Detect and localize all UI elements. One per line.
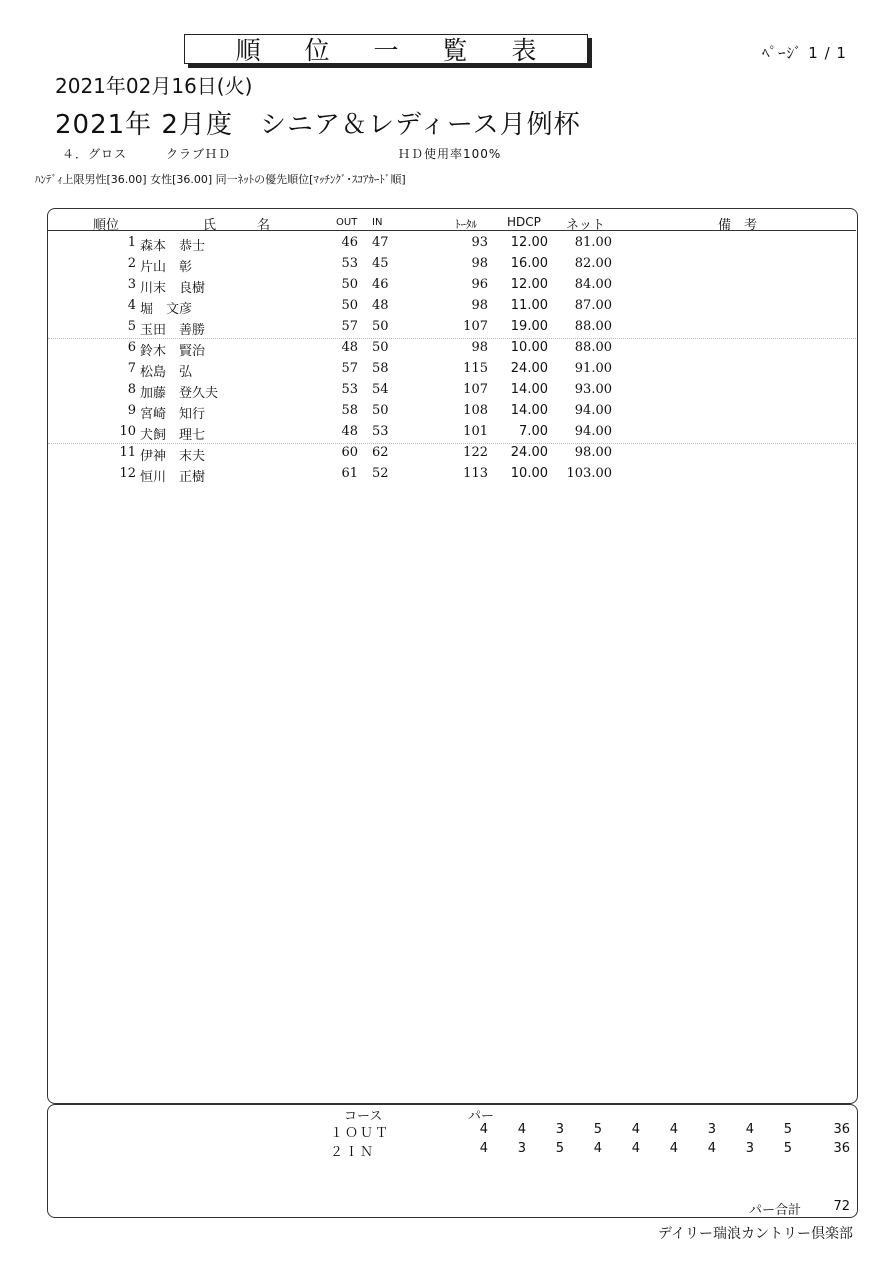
cell-rank: 12 — [119, 466, 136, 481]
cell-in: 50 — [372, 319, 389, 334]
category-label: ４．グロス クラブＨＤ — [62, 147, 232, 161]
cell-rank: 6 — [127, 340, 136, 355]
cell-name: 伊神 末夫 — [140, 449, 206, 464]
cell-rank: 4 — [127, 298, 136, 313]
hole-par: 4 — [631, 1122, 640, 1137]
course-label: コース — [344, 1109, 383, 1124]
hole-par: 4 — [745, 1122, 754, 1137]
cell-out: 58 — [341, 403, 358, 418]
cell-net: 93.00 — [574, 382, 612, 397]
table-row — [48, 233, 856, 254]
cell-rank: 7 — [127, 361, 136, 376]
cell-in: 53 — [372, 424, 389, 439]
cell-name: 森本 恭士 — [140, 239, 206, 254]
cell-in: 47 — [372, 235, 389, 250]
hole-par: 4 — [479, 1122, 488, 1137]
hole-par: 5 — [593, 1122, 602, 1137]
cell-net: 88.00 — [574, 340, 612, 355]
table-row — [48, 464, 856, 485]
cell-in: 48 — [372, 298, 389, 313]
cell-hdcp: 19.00 — [510, 319, 548, 334]
table-row — [48, 275, 856, 296]
cell-out: 57 — [341, 361, 358, 376]
col-out: OUT — [336, 217, 358, 228]
cell-rank: 5 — [127, 319, 136, 334]
cell-rank: 9 — [127, 403, 136, 418]
table-row — [48, 380, 856, 401]
hole-par: 4 — [669, 1122, 678, 1137]
cell-rank: 3 — [127, 277, 136, 292]
cell-name: 恒川 正樹 — [140, 470, 206, 485]
cell-rank: 10 — [119, 424, 136, 439]
cell-hdcp: 12.00 — [510, 277, 548, 292]
cell-in: 45 — [372, 256, 389, 271]
header-divider — [48, 230, 856, 231]
cell-out: 61 — [341, 466, 358, 481]
cell-out: 48 — [341, 340, 358, 355]
cell-in: 52 — [372, 466, 389, 481]
par-total-label: パー合計 — [749, 1203, 802, 1218]
table-row — [48, 422, 856, 444]
table-row — [48, 443, 856, 464]
cell-name: 川末 良樹 — [140, 281, 206, 296]
report-title-box — [184, 34, 588, 64]
cell-out: 53 — [341, 382, 358, 397]
cell-total: 96 — [471, 277, 488, 292]
cell-total: 115 — [463, 361, 488, 376]
hole-par: 4 — [479, 1141, 488, 1156]
course-name: １ＯＵＴ — [330, 1126, 391, 1141]
cell-hdcp: 24.00 — [510, 445, 548, 460]
cell-out: 48 — [341, 424, 358, 439]
cell-name: 加藤 登久夫 — [140, 386, 219, 401]
cell-total: 113 — [463, 466, 488, 481]
cell-total: 108 — [463, 403, 488, 418]
cell-hdcp: 14.00 — [510, 382, 548, 397]
cell-out: 53 — [341, 256, 358, 271]
cell-total: 98 — [471, 256, 488, 271]
cell-hdcp: 7.00 — [519, 424, 548, 439]
handicap-note: ﾊﾝﾃﾞｨ上限男性[36.00] 女性[36.00] 同一ﾈｯﾄの優先順位[ﾏｯﾁﾝｸﾞ･ｽｺｱｶｰﾄﾞ順] — [35, 173, 406, 186]
cell-net: 98.00 — [574, 445, 612, 460]
table-row — [48, 254, 856, 275]
cell-hdcp: 12.00 — [510, 235, 548, 250]
hole-par: 4 — [707, 1141, 716, 1156]
course-par-total: 36 — [833, 1122, 850, 1137]
cell-name: 松島 弘 — [140, 365, 193, 380]
hd-rate-label: ＨＤ使用率100% — [398, 147, 502, 161]
report-title: 順 位 一 覧 表 — [235, 36, 555, 65]
cell-hdcp: 11.00 — [510, 298, 548, 313]
cell-net: 82.00 — [574, 256, 612, 271]
cell-total: 98 — [471, 298, 488, 313]
hole-par: 3 — [745, 1141, 754, 1156]
cell-name: 堀 文彦 — [140, 302, 193, 317]
cell-total: 93 — [471, 235, 488, 250]
cell-in: 46 — [372, 277, 389, 292]
cell-net: 88.00 — [574, 319, 612, 334]
cell-hdcp: 10.00 — [510, 466, 548, 481]
hole-par: 5 — [555, 1141, 564, 1156]
col-in: IN — [372, 217, 383, 228]
hole-par: 3 — [517, 1141, 526, 1156]
cell-rank: 8 — [127, 382, 136, 397]
cell-out: 46 — [341, 235, 358, 250]
cell-in: 50 — [372, 403, 389, 418]
cell-out: 50 — [341, 298, 358, 313]
hole-par: 4 — [517, 1122, 526, 1137]
hole-par: 4 — [669, 1141, 678, 1156]
event-name: 2021年 2月度 シニア＆レディース月例杯 — [55, 110, 581, 140]
cell-in: 54 — [372, 382, 389, 397]
cell-name: 犬飼 理七 — [140, 428, 206, 443]
cell-in: 58 — [372, 361, 389, 376]
cell-out: 57 — [341, 319, 358, 334]
col-net: ネット — [566, 218, 606, 233]
col-name-1: 氏 — [203, 218, 217, 233]
cell-hdcp: 16.00 — [510, 256, 548, 271]
cell-name: 玉田 善勝 — [140, 323, 206, 338]
hole-par: 4 — [631, 1141, 640, 1156]
table-row — [48, 338, 856, 359]
cell-net: 91.00 — [574, 361, 612, 376]
club-name: デイリー瑞浪カントリー倶楽部 — [657, 1226, 853, 1242]
table-row — [48, 317, 856, 339]
hole-par: 4 — [593, 1141, 602, 1156]
event-date: 2021年02月16日(火) — [55, 74, 253, 98]
cell-net: 103.00 — [566, 466, 612, 481]
cell-rank: 1 — [127, 235, 136, 250]
par-label: パー — [468, 1109, 495, 1124]
col-rank: 順位 — [93, 218, 120, 233]
col-hdcp: HDCP — [507, 215, 541, 229]
table-row — [48, 359, 856, 380]
col-total: ﾄｰﾀﾙ — [455, 218, 477, 231]
cell-rank: 11 — [119, 445, 136, 460]
cell-hdcp: 24.00 — [510, 361, 548, 376]
cell-rank: 2 — [127, 256, 136, 271]
cell-net: 94.00 — [574, 424, 612, 439]
hole-par: 5 — [783, 1122, 792, 1137]
cell-in: 50 — [372, 340, 389, 355]
cell-total: 107 — [463, 319, 488, 334]
cell-name: 片山 彰 — [140, 260, 193, 275]
cell-net: 81.00 — [574, 235, 612, 250]
hole-par: 5 — [783, 1141, 792, 1156]
page-number: ﾍﾟｰｼﾞ 1 / 1 — [762, 44, 847, 62]
cell-out: 60 — [341, 445, 358, 460]
course-par-total: 36 — [833, 1141, 850, 1156]
col-name-2: 名 — [257, 218, 271, 233]
table-row — [48, 401, 856, 422]
cell-net: 84.00 — [574, 277, 612, 292]
cell-net: 87.00 — [574, 298, 612, 313]
table-row — [48, 296, 856, 317]
cell-total: 122 — [463, 445, 488, 460]
par-total-value: 72 — [833, 1199, 850, 1214]
cell-name: 宮崎 知行 — [140, 407, 206, 422]
cell-in: 62 — [372, 445, 389, 460]
cell-net: 94.00 — [574, 403, 612, 418]
cell-name: 鈴木 賢治 — [140, 344, 206, 359]
cell-out: 50 — [341, 277, 358, 292]
cell-total: 107 — [463, 382, 488, 397]
cell-total: 98 — [471, 340, 488, 355]
col-remarks: 備 考 — [718, 218, 758, 233]
cell-hdcp: 14.00 — [510, 403, 548, 418]
hole-par: 3 — [555, 1122, 564, 1137]
cell-total: 101 — [463, 424, 488, 439]
cell-hdcp: 10.00 — [510, 340, 548, 355]
course-name: ２ＩＮ — [330, 1145, 376, 1160]
hole-par: 3 — [707, 1122, 716, 1137]
